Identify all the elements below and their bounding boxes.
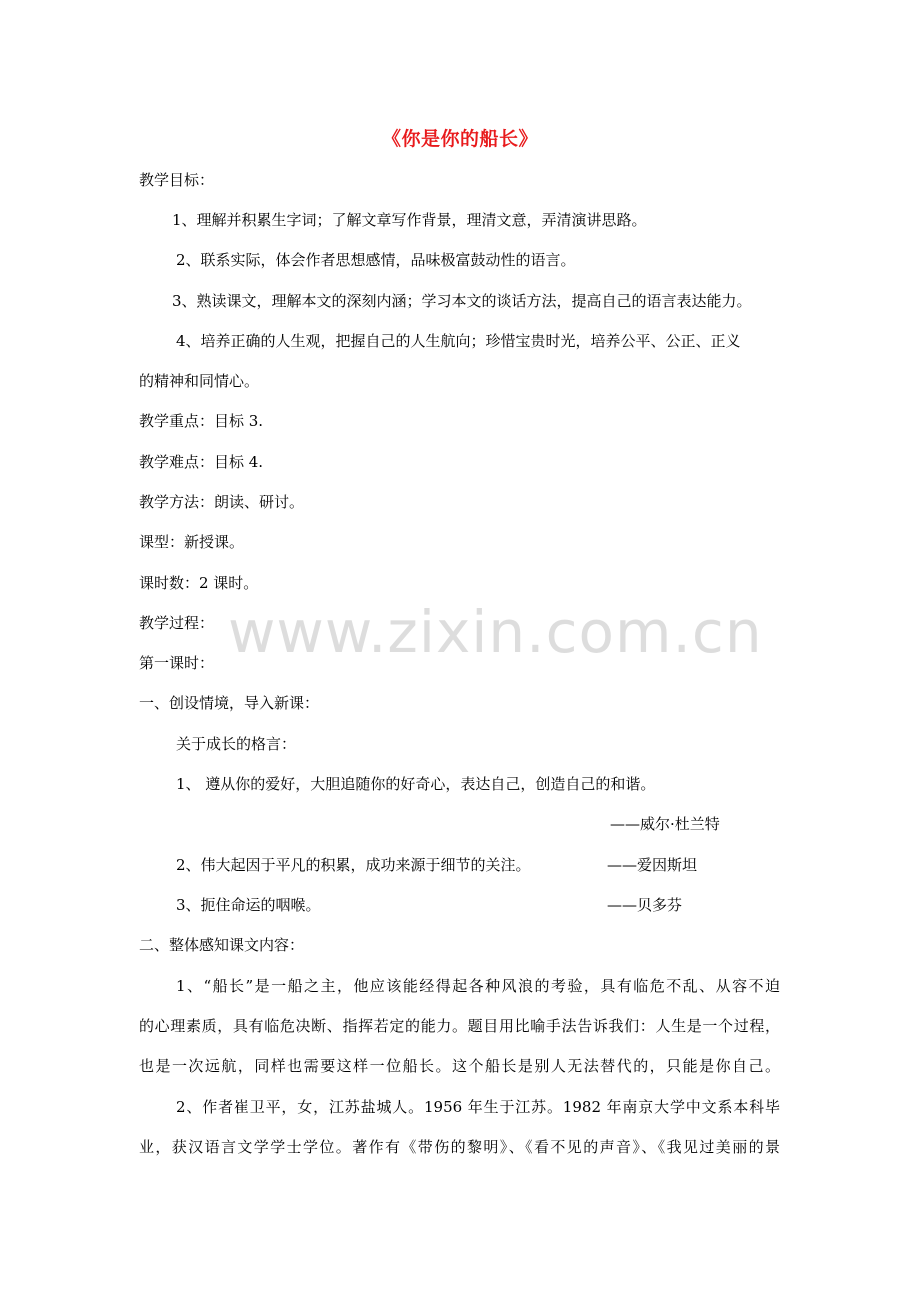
para-1-line-3: 也是一次远航，同样也需要这样一位船长。这个船长是别人无法替代的，只能是你自己。: [139, 1057, 780, 1075]
first-lesson: 第一课时：: [139, 654, 215, 672]
quote-2-author: ——爱因斯坦: [607, 856, 698, 874]
watermark: www.zixin.com.cn: [228, 598, 763, 666]
teaching-process: 教学过程：: [139, 614, 215, 632]
goal-4-continued: 的精神和同情心。: [139, 372, 260, 390]
para-1-line-1: 1、“船长”是一船之主，他应该能经得起各种风浪的考验，具有临危不乱、从容不迫: [176, 977, 780, 995]
difficulty: 教学难点：目标 4.: [139, 453, 264, 471]
quote-1-text: 1、 遵从你的爱好，大胆追随你的好奇心，表达自己，创造自己的和谐。: [176, 775, 656, 793]
goal-4: 4、培养正确的人生观，把握自己的人生航向；珍惜宝贵时光，培养公平、公正、正义: [176, 332, 741, 350]
key-point: 教学重点：目标 3.: [139, 412, 264, 430]
para-2-line-2: 业，获汉语言文学学士学位。著作有《带伤的黎明》、《看不见的声音》、《我见过美丽的景: [139, 1138, 780, 1156]
goal-1: 1、理解并积累生字词；了解文章写作背景，理清文意，弄清演讲思路。: [172, 211, 647, 229]
goals-heading: 教学目标：: [139, 171, 215, 189]
quote-1-author: ——威尔·杜兰特: [610, 815, 720, 833]
goal-3: 3、熟读课文，理解本文的深刻内涵；学习本文的谈话方法，提高自己的语言表达能力。: [172, 292, 752, 310]
lesson-hours: 课时数：2 课时。: [139, 574, 259, 592]
section-2-heading: 二、整体感知课文内容：: [139, 936, 305, 954]
goal-2: 2、联系实际，体会作者思想感情，品味极富鼓动性的语言。: [176, 251, 576, 269]
lesson-type: 课型：新授课。: [139, 533, 245, 551]
section-1-heading: 一、创设情境，导入新课：: [139, 694, 320, 712]
quote-3-author: ——贝多芬: [607, 896, 683, 914]
para-2-line-1: 2、作者崔卫平，女，江苏盐城人。1956 年生于江苏。1982 年南京大学中文系本科毕: [176, 1098, 780, 1116]
quote-3-text: 3、扼住命运的咽喉。: [176, 896, 321, 914]
para-1-line-2: 的心理素质，具有临危决断、指挥若定的能力。题目用比喻手法告诉我们：人生是一个过程，: [139, 1017, 780, 1035]
quotes-intro: 关于成长的格言：: [176, 735, 297, 753]
document-title: 《你是你的船长》: [381, 128, 538, 150]
quote-2-text: 2、伟大起因于平凡的积累，成功来源于细节的关注。: [176, 856, 531, 874]
teaching-method: 教学方法：朗读、研讨。: [139, 493, 305, 511]
